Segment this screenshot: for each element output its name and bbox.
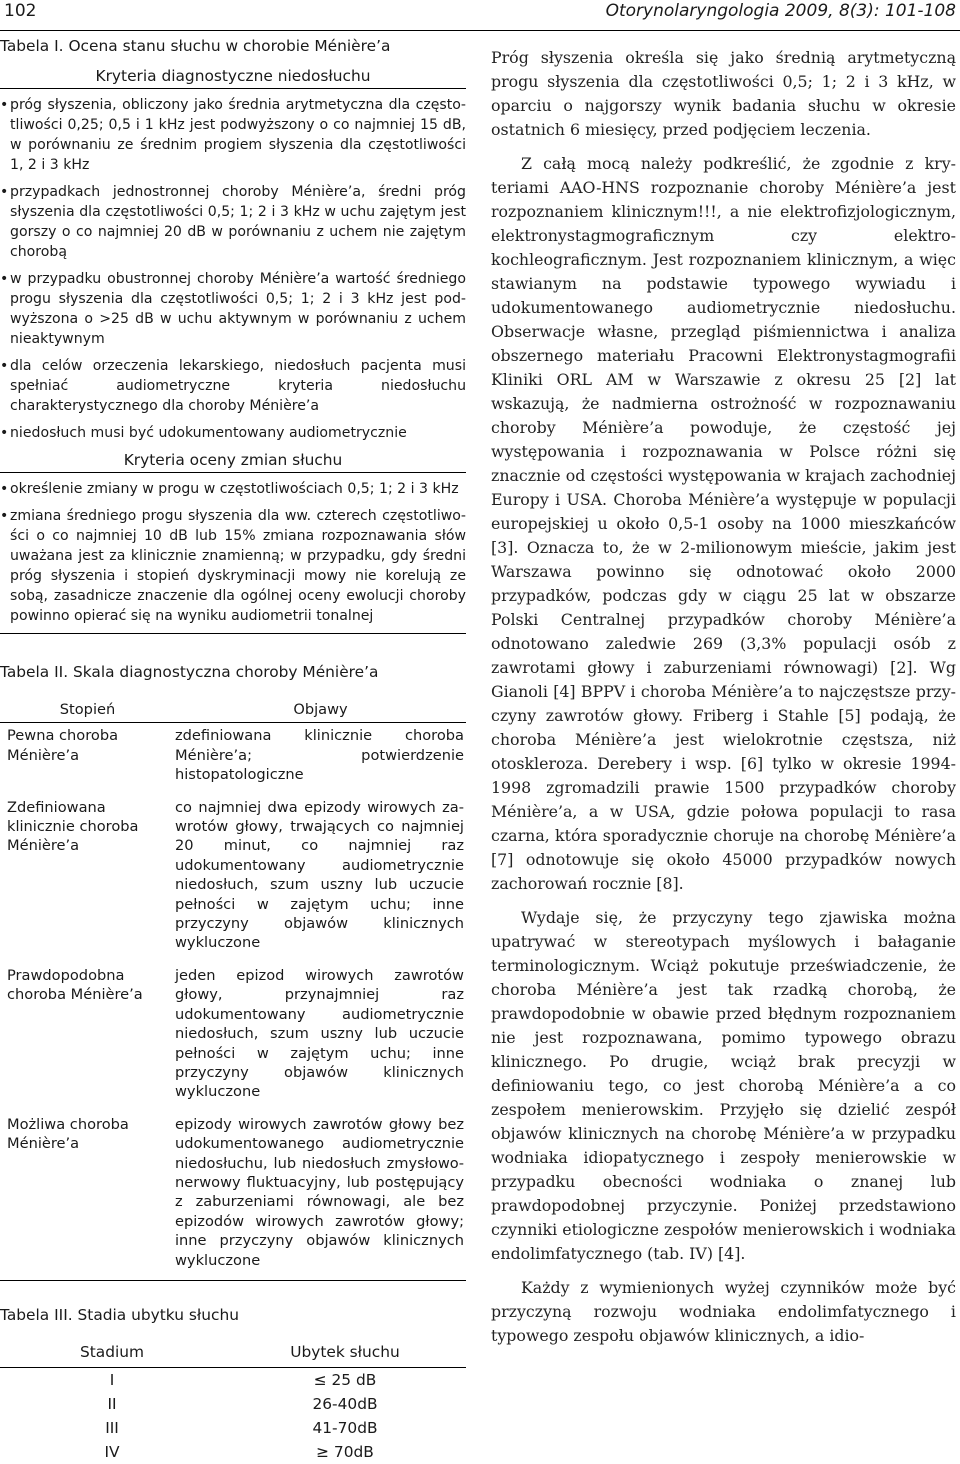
table-1-caption: Tabela I. Ocena stanu słuchu w chorobie Ménière’a [0, 37, 391, 55]
table-2 [0, 662, 466, 1281]
change-criteria-list [0, 479, 466, 626]
stopien-cell: Prawdopodobna choroba Ménière’a [7, 966, 143, 1004]
column-header-ubytek: Ubytek słuchu [224, 1337, 466, 1368]
left-column [0, 36, 466, 1464]
objawy-cell: co najmniej dwa epizody wirowych zawrotów głowy, trwających co najmniej 20 minut, co najmniej raz udokumentowany audiometrycznie niedosłuch, szum uszny lub uczucie pełności w zajętym uchu; inne przyczyny objawów klinicznych wykluczone [175, 798, 464, 952]
right-column-body [491, 46, 956, 1348]
column-header-stopien: Stopień [0, 698, 175, 723]
diagnostic-criteria-heading: Kryteria diagnostyczne niedosłuchu [0, 66, 466, 89]
table-row [0, 1392, 466, 1416]
paragraph: Każdy z wymienionych wyżej czynników może być przyczyną rozwoju wodniaka endolimfatycznego i typowego zespołu objawów klinicznych, a idio- [491, 1278, 956, 1345]
column-header-stadium: Stadium [0, 1337, 224, 1368]
diagnostic-scale-table [0, 698, 466, 1281]
table-row [0, 1416, 466, 1440]
paragraph: Próg słyszenia określa się jako średnią arytmetyczną progu słyszenia dla częstotliwości 0,5; 1; 2 i 3 kHz, w oparciu o najgorszy wynik badania słuchu w okresie ostatnich 6 miesięcy, przed podjęciem leczenia. [491, 48, 956, 139]
paragraph: Z całą mocą należy podkreślić, że zgodnie z kryteriami AAO-HNS rozpoznanie choroby Ménière’a jest rozpoznaniem klinicznym!!!, a nie elektrofizjologicznym, elektronystagmograficznym czy elektrokochleograficznym. Jest rozpoznaniem klinicznym, a więc stawianym na podstawie typowego wywiadu i udokumentowanego audiometrycznie niedosłuchu. Obserwacje własne, przegląd piśmiennictwa i analiza obszernego materiału Pracowni Elektronystagmografii Kliniki ORL AM w Warszawie z okresu 25 [2] lat wskazują, że nadmierna ostrożność w rozpoznawaniu choroby Ménière’a powoduje, że częstość jej występowania i rozpoznawania w Polsce różni się znacznie od częstości występowania w krajach zachodniej Europy i USA. Choroba Ménière’a występuje w populacji europejskiej u około 0,5-1 osoby na 1000 mieszkańców [3]. Oznacza to, że w 2-milionowym mieście, jakim jest Warszawa powinno się odnotować około 2000 przypadków, podczas gdy w ciągu 25 lat w obszarze Polski Centralnej przypadków choroby Ménière’a odnotowano zaledwie 269 (3,3% populacji osób z zawrotami głowy i zaburzeniami równowagi) [2]. Wg Gianoli [4] BPPV i choroba Ménière’a to najczęstsze przyczyny zawrotów głowy. Friberg i Stahle [5] podają, że choroba Ménière’a jest wielokrotnie częstsza, niż otoskleroza. Derebery i wsp. [6] tylko w okresie 1994-1998 zgromadzili prawie 1500 przypadków choroby Ménière’a, a w USA, gdzie połowa populacji to rasa czarna, która sporadycznie choruje na chorobę Ménière’a [7] odnotowuje się około 45000 przypadków nowych zachorowań rocznie [8]. [491, 154, 956, 893]
hearing-loss-stages-table [0, 1337, 466, 1464]
page-number: 102 [4, 1, 37, 21]
diagnostic-criteria-list [0, 95, 466, 443]
objawy-cell: jeden epizod wirowych zawrotów głowy, przynajmniej raz udokumentowany audiometrycznie niedosłuch, szum uszny lub uczucie pełności w zajętym uchu; inne przyczyny objawów klinicznych wykluczone [175, 966, 464, 1101]
table-row [0, 963, 466, 1112]
stadium-cell: IV [104, 1442, 120, 1461]
table-1-bottom-rule [0, 633, 466, 634]
objawy-cell: epizody wirowych zawrotów głowy bez udokumentowanego audiometrycznie niedosłuchu, lub niedosłuch zmysłowonerwowy fluktuacyjny, lub postępujący z zaburzeniami równowagi, ale bez epizodów wirowych zawrotów głowy; inne przyczyny objawów klinicznych wykluczone [175, 1112, 466, 1281]
table-2-caption: Tabela II. Skala diagnostyczna choroby Ménière’a [0, 663, 379, 681]
ubytek-cell: ≤ 25 dB [313, 1370, 377, 1389]
ubytek-cell: 41-70dB [312, 1418, 378, 1437]
paragraph: Wydaje się, że przyczyny tego zjawiska można upatrywać w stereotypach myślowych i bałaganie terminologicznym. Wciąż pokutuje przeświadczenie, że choroba Ménière’a jest tak rzadką chorobą, że prawdopodobnie w obawie przed błędnym rozpoznaniem nie jest rozpoznawana, pomimo typowego obrazu klinicznego. Po drugie, wciąż brak precyzji w definiowaniu tego, co jest chorobą Ménière’a a co zespołem menierowskim. Przyjęło się dzielić zespół objawów klinicznych na chorobę Ménière’a w przypadku wodniaka idiopatycznego i zespoły menierowskie w przypadku obecności wodniaka o znanej lub prawdopodobnej przyczynie. Poniżej przedstawiono czynniki etiologiczne zespołów menierowskich i wodniaka endolimfatycznego (tab. IV) [4]. [491, 908, 956, 1263]
table-3-caption: Tabela III. Stadia ubytku słuchu [0, 1305, 239, 1324]
table-row [0, 1367, 466, 1392]
list-item: • w przypadku obustronnej choroby Ménière’a wartość średniego progu słyszenia dla częstotliwości 0,5; 1; 2 i 3 kHz jest podwyższona o >25 dB w uchu aktywnym w porównaniu z uchem nieaktywnym [0, 269, 466, 349]
stadium-cell: I [109, 1370, 115, 1389]
list-item: • zmiana średniego progu słyszenia dla ww. czterech częstotliwości o co najmniej 10 dB lub 15% zmiana rozpoznawania słów uważana jest za klinicznie znamienną; w przypadku, gdy średni próg słyszenia i stopień dyskryminacji mowy nie korelują ze sobą, zasadnicze znaczenie dla ogólnej oceny ewolucji choroby powinno opierać się na wyniku audiometrii tonalnej [0, 506, 466, 626]
table-row [0, 1112, 466, 1281]
objawy-cell: zdefiniowana klinicznie choroba Ménière’a; potwierdzenie histopatologiczne [175, 727, 464, 784]
list-item: • próg słyszenia, obliczony jako średnia arytmetyczna dla częstotliwości 0,25; 0,5 i 1 kHz jest podwyższony o co najmniej 15 dB, w porównaniu ze średnim progiem słyszenia dla częstotliwości 1, 2 i 3 kHz [0, 95, 466, 175]
stadium-cell: II [107, 1394, 117, 1413]
list-item: • niedosłuch musi być udokumentowany audiometrycznie [0, 423, 466, 443]
page-header [0, 0, 960, 31]
column-header-objawy: Objawy [175, 698, 466, 723]
stopien-cell: Pewna choroba Ménière’a [7, 727, 119, 764]
list-item: • dla celów orzeczenia lekarskiego, niedosłuch pacjenta musi spełniać audiometryczne kryteria niedosłuchu charakterystycznego dla choroby Ménière’a [0, 356, 466, 416]
table-1 [0, 36, 466, 634]
list-item: • przypadkach jednostronnej choroby Ménière’a, średni próg słyszenia dla częstotliwości 0,5; 1; 2 i 3 kHz w uchu zajętym jest gorszy o co najmniej 20 dB w porównaniu z uchem nie zajętym chorobą [0, 182, 466, 262]
table-row [0, 723, 466, 795]
table-row [0, 1440, 466, 1464]
list-item: • określenie zmiany w progu w częstotliwościach 0,5; 1; 2 i 3 kHz [0, 479, 466, 499]
table-3 [0, 1305, 466, 1464]
stopien-cell: Zdefiniowana klinicznie choroba Ménière’a [7, 798, 139, 855]
change-criteria-heading: Kryteria oceny zmian słuchu [0, 450, 466, 473]
table-row [0, 795, 466, 963]
ubytek-cell: 26-40dB [312, 1394, 378, 1413]
stadium-cell: III [105, 1418, 119, 1437]
ubytek-cell: ≥ 70dB [316, 1442, 374, 1461]
stopien-cell: Możliwa choroba Ménière’a [0, 1112, 175, 1281]
journal-citation: Otorynolaryngologia 2009, 8(3): 101-108 [605, 1, 956, 21]
